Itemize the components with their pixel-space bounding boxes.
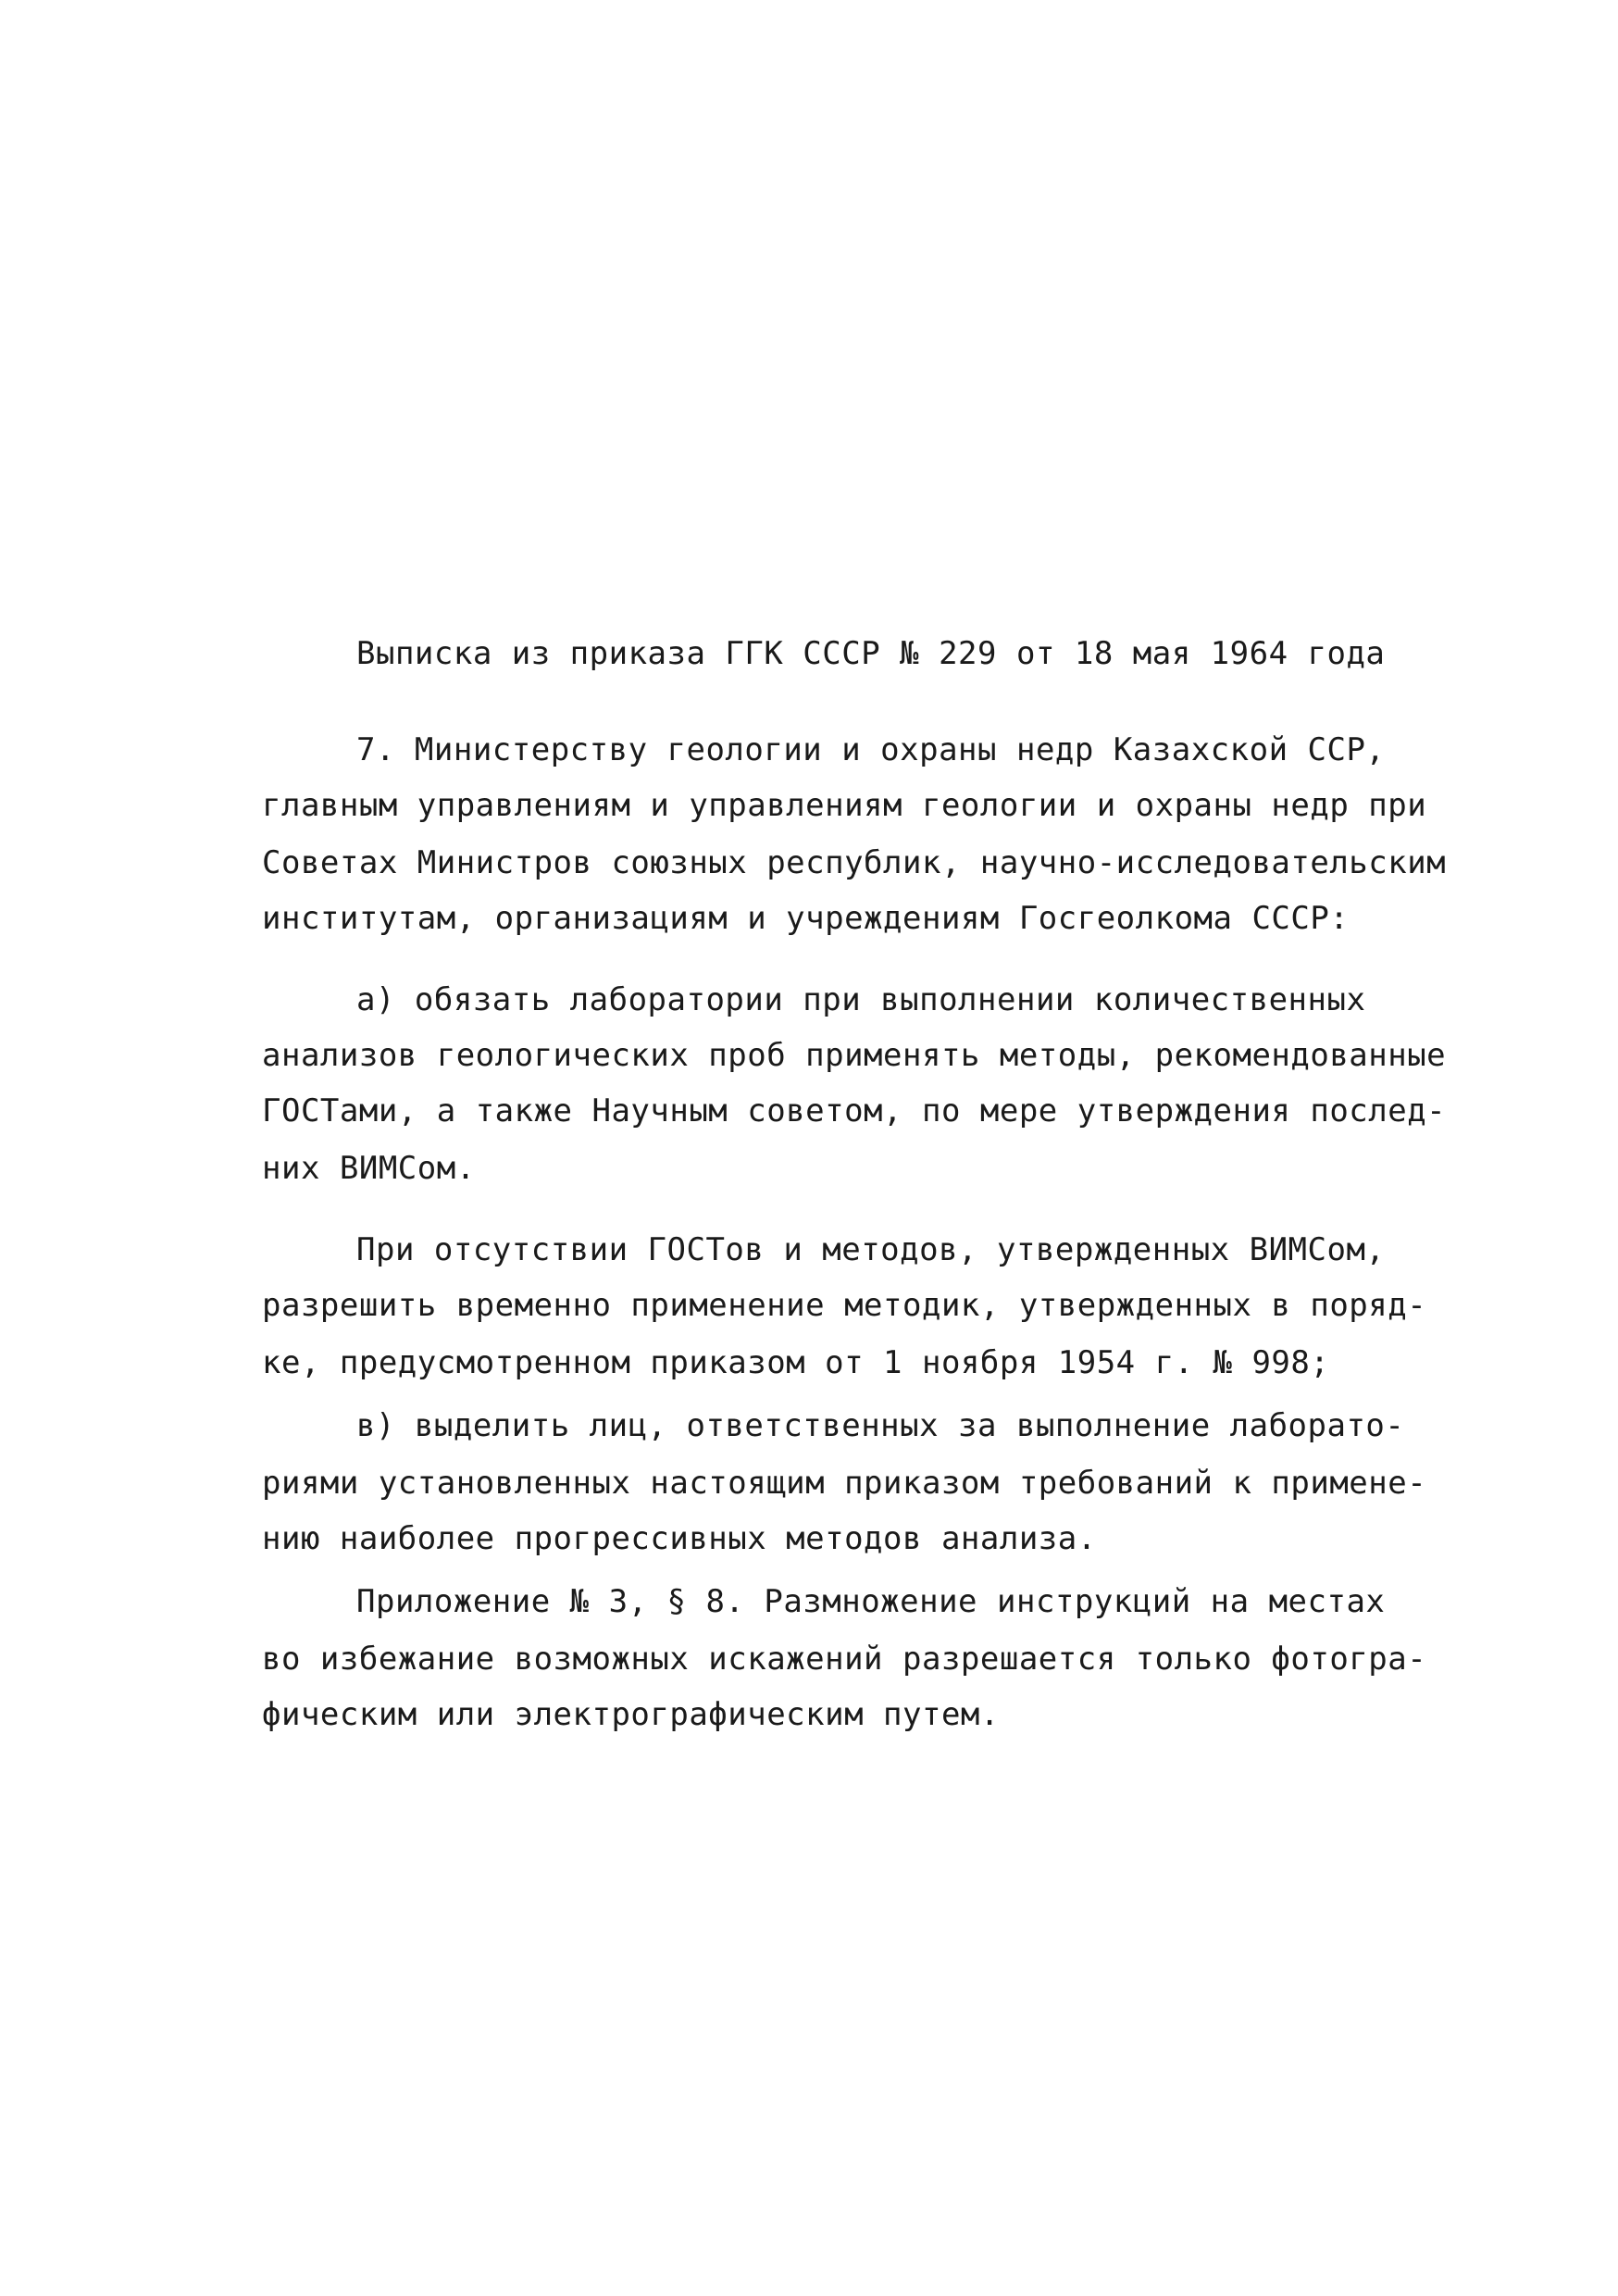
- text-line: При отсутствии ГОСТов и методов, утвержденных ВИМСом,: [356, 1231, 1386, 1268]
- text-line: ке, предусмотренном приказом от 1 ноября 1954 г. № 998;: [262, 1344, 1330, 1381]
- text-line: а) обязать лаборатории при выполнении количественных: [356, 981, 1366, 1018]
- text-line: ГОСТами, а также Научным советом, по мере утверждения послед-: [262, 1092, 1447, 1129]
- text-line: них ВИМСом.: [262, 1150, 476, 1187]
- text-line: Приложение № 3, § 8. Размножение инструкций на местах: [356, 1583, 1386, 1620]
- text-line: во избежание возможных искажений разрешается только фотогра-: [262, 1641, 1427, 1678]
- text-line: институтам, организациям и учреждениям Госгеолкома СССР:: [262, 900, 1350, 937]
- text-line: анализов геологических проб применять методы, рекомендованные: [262, 1037, 1447, 1074]
- text-line: разрешить временно применение методик, утвержденных в поряд-: [262, 1287, 1427, 1324]
- text-line: в) выделить лиц, ответственных за выполнение лаборато-: [356, 1407, 1405, 1444]
- text-line: риями установленных настоящим приказом требований к примене-: [262, 1465, 1427, 1502]
- document-title: Выписка из приказа ГГК СССР № 229 от 18 мая 1964 года: [356, 635, 1386, 672]
- text-line: фическим или электрографическим путем.: [262, 1696, 1000, 1733]
- text-line: главным управлениям и управлениям геологии и охраны недр при: [262, 787, 1427, 824]
- text-line: нию наиболее прогрессивных методов анализа.: [262, 1520, 1097, 1557]
- text-line: Советах Министров союзных республик, научно-исследовательским: [262, 844, 1447, 881]
- text-line: 7. Министерству геологии и охраны недр Казахской ССР,: [356, 731, 1386, 768]
